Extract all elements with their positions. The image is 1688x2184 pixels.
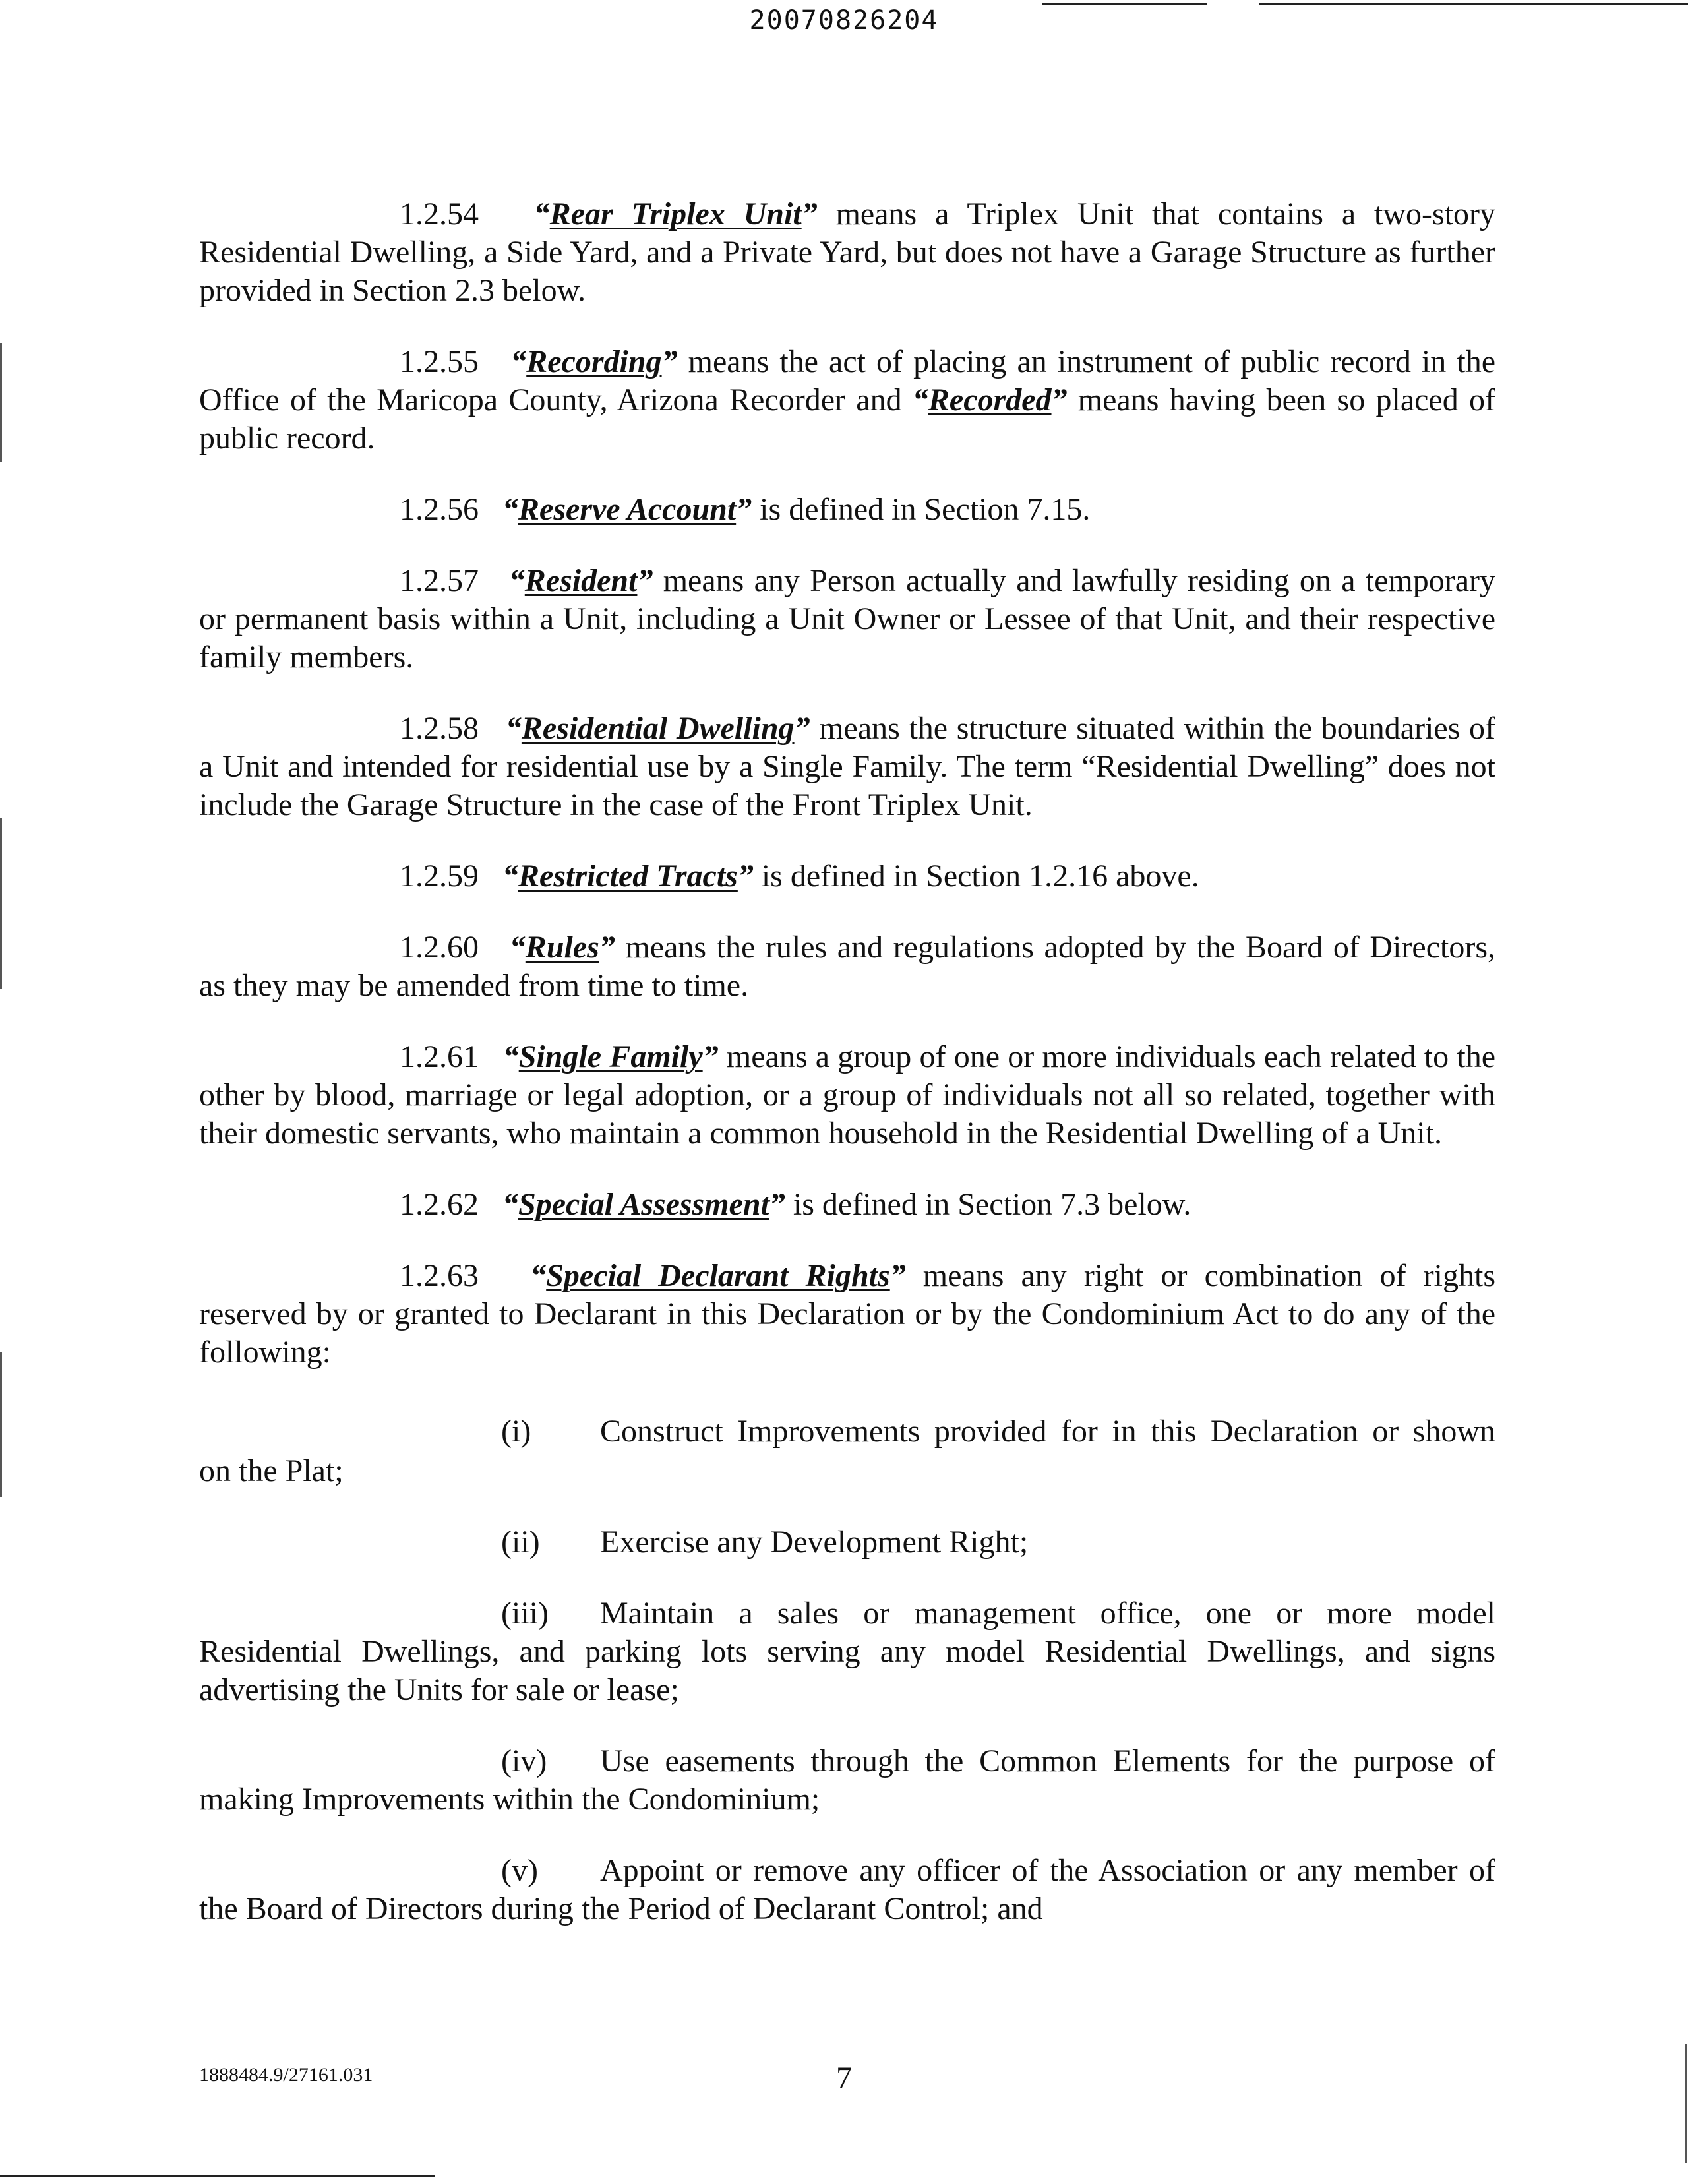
section-number: 1.2.60 — [400, 930, 479, 965]
footer-rule — [0, 2175, 435, 2177]
defined-term: “Rules” — [509, 930, 615, 965]
subitem-iv — [199, 1742, 1495, 1819]
subitem-v — [199, 1852, 1495, 1928]
defined-term-secondary: “Recorded” — [912, 382, 1068, 417]
defined-term: “Special Declarant Rights” — [530, 1258, 906, 1293]
subitem-number: (iii) — [501, 1596, 549, 1631]
subitem-text: Maintain a sales or management office, one or more model Residential Dwellings, and parking lots serving any model Residential Dwellings, and signs advertising the Units for sale or lease; — [199, 1596, 1495, 1707]
subitem-text: Use easements through the Common Elements for the purpose of making Improvements within the Condominium; — [199, 1744, 1495, 1817]
scan-edge-mark — [0, 1352, 2, 1497]
defined-term: “Residential Dwelling” — [505, 711, 810, 746]
defined-term: “Recording” — [510, 344, 678, 379]
subitem-text: Exercise any Development Right; — [600, 1525, 1029, 1560]
document-reference: 1888484.9/27161.031 — [199, 2064, 373, 2086]
subitem-number: (iv) — [501, 1744, 547, 1778]
definition-1-2-57: 1.2.57 “Resident” means any Person actually and lawfully residing on a temporary or permanent basis within a Unit, including a Unit Owner or Lessee of that Unit, and their respective family members. — [199, 563, 1496, 675]
scan-edge-mark — [0, 343, 2, 462]
section-number: 1.2.55 — [400, 344, 479, 379]
subitem-number: (ii) — [501, 1525, 540, 1560]
defined-term: “Restricted Tracts” — [502, 859, 754, 894]
definition-1-2-60: 1.2.60 “Rules” means the rules and regulations adopted by the Board of Directors, as they may be amended from time to time. — [199, 930, 1496, 1003]
subitem-ii — [199, 1523, 1495, 1562]
defined-term: “Reserve Account” — [502, 492, 752, 527]
section-number: 1.2.63 — [400, 1258, 479, 1293]
defined-term: “Single Family” — [502, 1039, 719, 1074]
subitem-i — [199, 1412, 1495, 1490]
section-number: 1.2.57 — [400, 563, 479, 598]
document-body — [199, 195, 1495, 1961]
defined-term: “Special Assessment” — [502, 1187, 785, 1222]
section-number: 1.2.56 — [400, 492, 479, 527]
section-number: 1.2.59 — [400, 859, 479, 894]
definition-1-2-59: 1.2.59 “Restricted Tracts” is defined in Section 1.2.16 above. — [400, 859, 1199, 894]
header-rule-left — [1042, 3, 1207, 5]
subitem-iii — [199, 1594, 1495, 1709]
definition-1-2-56: 1.2.56 “Reserve Account” is defined in Section 7.15. — [400, 492, 1091, 527]
section-number: 1.2.62 — [400, 1187, 479, 1222]
definition-1-2-58: 1.2.58 “Residential Dwelling” means the structure situated within the boundaries of a Unit and intended for residential use by a Single Family. The term “Residential Dwelling” does not include the Garage Structure in the case of the Front Triplex Unit. — [199, 711, 1496, 822]
section-number: 1.2.54 — [400, 197, 479, 231]
scan-edge-mark — [0, 818, 2, 989]
defined-term: “Rear Triplex Unit” — [533, 197, 818, 231]
definition-1-2-62: 1.2.62 “Special Assessment” is defined in Section 7.3 below. — [400, 1187, 1191, 1222]
subitem-number: (i) — [501, 1414, 531, 1449]
definition-1-2-54: 1.2.54 “Rear Triplex Unit” means a Triplex Unit that contains a two-story Residential Dwelling, a Side Yard, and a Private Yard, but does not have a Garage Structure as further provided in Section 2.3 below. — [199, 197, 1496, 308]
definition-1-2-61: 1.2.61 “Single Family” means a group of one or more individuals each related to the other by blood, marriage or legal adoption, or a group of individuals not all so related, together with their domestic servants, who maintain a common household in the Residential Dwelling of a Unit. — [199, 1039, 1496, 1151]
defined-term: “Resident” — [508, 563, 653, 598]
subitem-text: Appoint or remove any officer of the Association or any member of the Board of Directors during the Period of Declarant Control; and — [199, 1853, 1495, 1926]
subitem-text: Construct Improvements provided for in this Declaration or shown — [600, 1414, 1495, 1449]
subitem-number: (v) — [501, 1853, 538, 1888]
header-rule-right — [1259, 3, 1688, 5]
definition-1-2-55: 1.2.55 “Recording” means the act of placing an instrument of public record in the Office of the Maricopa County, Arizona Recorder and “Recorded” means having been so placed of public record. — [199, 344, 1496, 456]
subitem-text-continued: on the Plat; — [199, 1453, 344, 1488]
section-number: 1.2.58 — [400, 711, 479, 746]
section-number: 1.2.61 — [400, 1039, 479, 1074]
page-number: 7 — [836, 2061, 852, 2096]
definition-1-2-63: 1.2.63 “Special Declarant Rights” means any right or combination of rights reserved by or granted to Declarant in this Declaration or by the Condominium Act to do any of the following: — [199, 1258, 1496, 1370]
recording-number: 20070826204 — [749, 5, 939, 36]
